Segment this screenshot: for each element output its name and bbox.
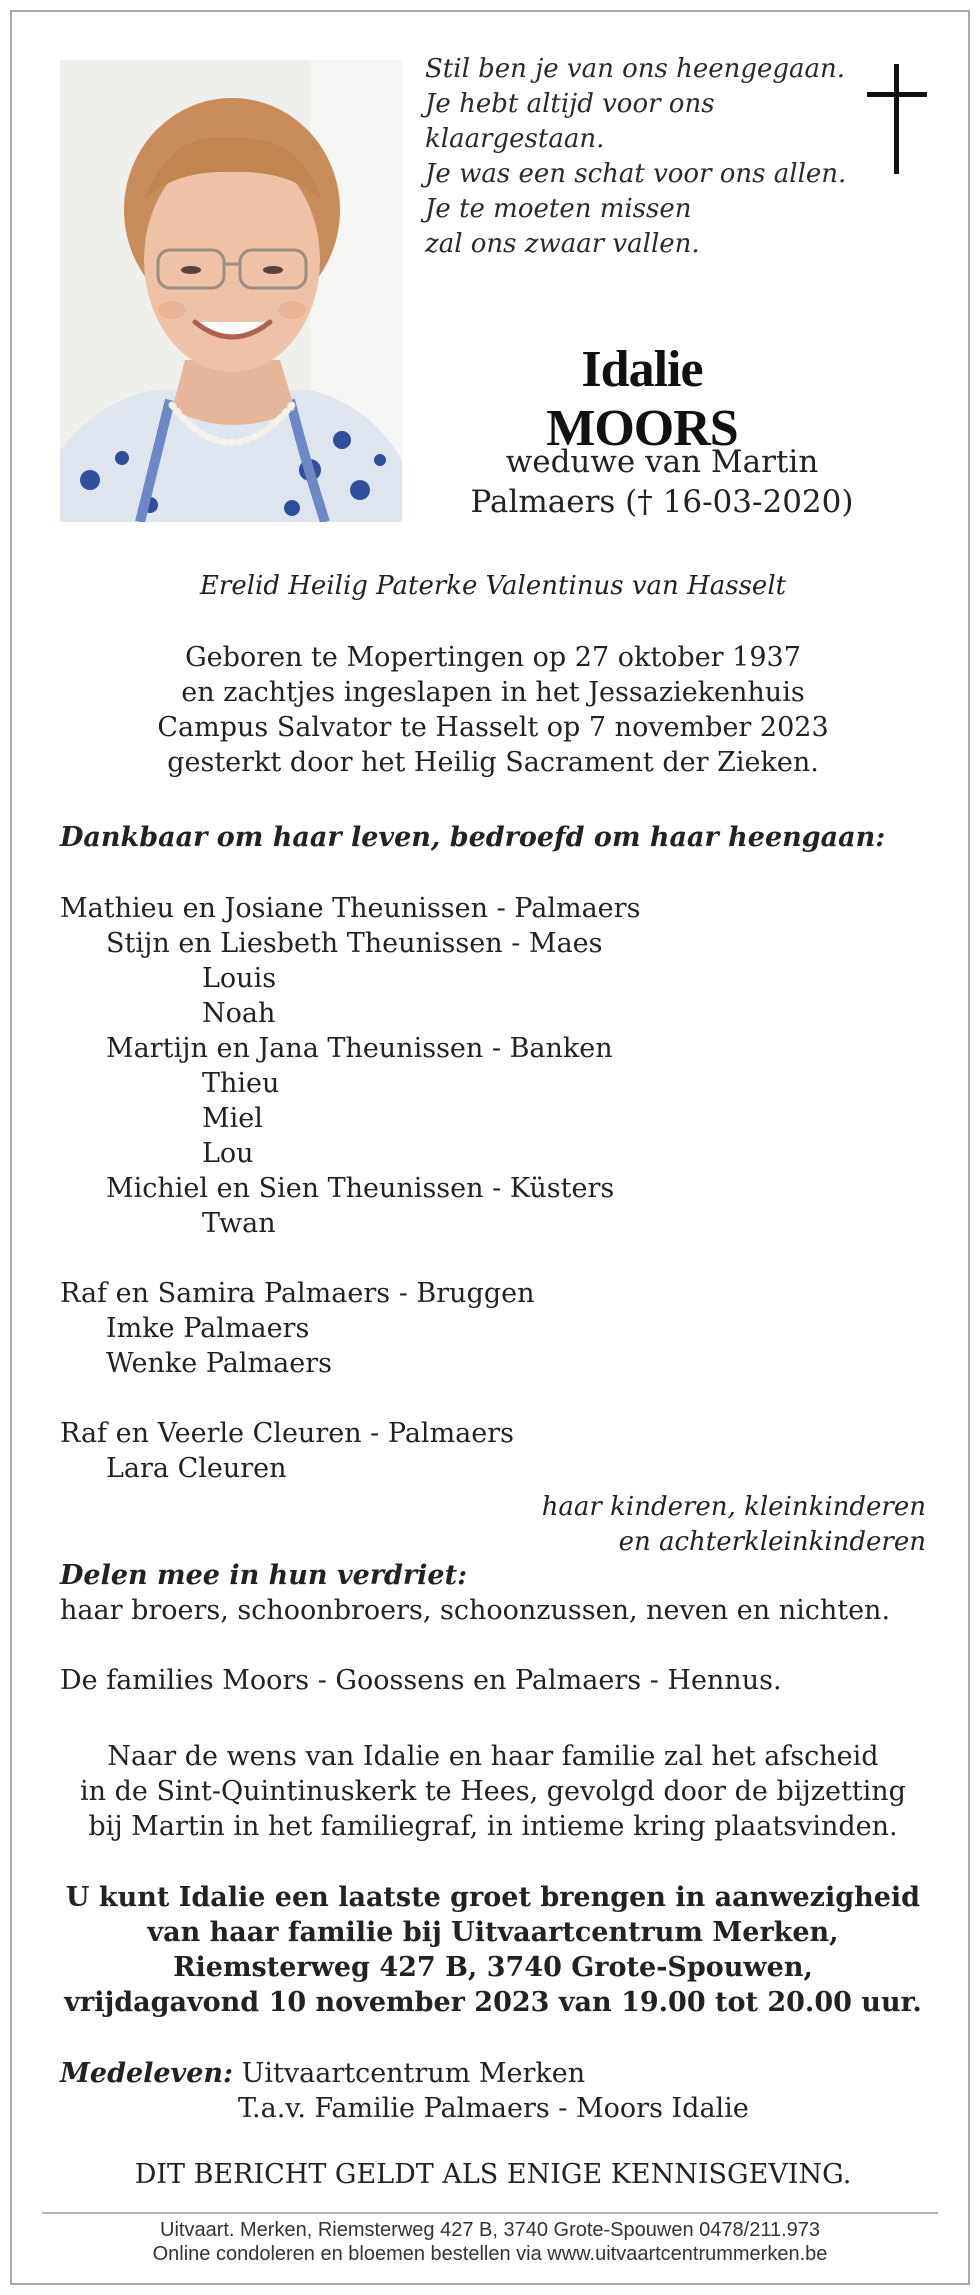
family-member: Lara Cleuren [106, 1453, 287, 1484]
visit-line: U kunt Idalie een laatste groet brengen in aanwezigheid [65, 1882, 921, 1913]
relation-line: en achterkleinkinderen [618, 1527, 926, 1557]
relation-line: haar kinderen, kleinkinderen [541, 1492, 926, 1522]
relation-note [60, 1490, 926, 1560]
family-member: Stijn en Liesbeth Theunissen - Maes [106, 928, 603, 959]
family-member: Mathieu en Josiane Theunissen - Palmaers [60, 893, 641, 924]
visitation-info [60, 1880, 926, 2020]
family-member: Miel [202, 1103, 263, 1134]
portrait-photo [60, 60, 402, 522]
condolence-recipient: Uitvaartcentrum Merken [241, 2058, 586, 2089]
share-heading: Delen mee in hun verdriet: [60, 1560, 468, 1591]
family-member: Imke Palmaers [106, 1313, 310, 1344]
farewell-line: Naar de wens van Idalie en haar familie zal het afscheid [107, 1741, 879, 1772]
footer [42, 2218, 938, 2266]
footer-divider [42, 2212, 938, 2214]
visit-line: vrijdagavond 10 november 2023 van 19.00 tot 20.00 uur. [64, 1987, 922, 2018]
condolence-section [60, 2056, 926, 2126]
share-section [60, 1558, 926, 1628]
obituary-card [10, 10, 970, 2285]
portrait-illustration [60, 60, 402, 522]
family-member: Lou [202, 1138, 254, 1169]
deceased-name: Idalie MOORS [546, 341, 738, 457]
footer-website[interactable]: Online condoleren en bloemen bestellen via www.uitvaartcentrummerken.be [152, 2243, 828, 2265]
family-member: Raf en Samira Palmaers - Bruggen [60, 1278, 535, 1309]
farewell-info [60, 1739, 926, 1844]
footer-address: Uitvaart. Merken, Riemsterweg 427 B, 3740 Grote-Spouwen 0478/211.973 [160, 2219, 820, 2241]
condolence-attention: T.a.v. Familie Palmaers - Moors Idalie [238, 2093, 749, 2124]
thanks-heading: Dankbaar om haar leven, bedroefd om haar heengaan: [60, 822, 886, 853]
family-list [60, 891, 926, 1486]
honorary-title: Erelid Heilig Paterke Valentinus van Hasselt [199, 571, 787, 601]
visit-line: van haar familie bij Uitvaartcentrum Merken, [147, 1917, 839, 1948]
birth-line: gesterkt door het Heilig Sacrament der Zieken. [167, 747, 819, 778]
family-member: Raf en Veerle Cleuren - Palmaers [60, 1418, 515, 1449]
poem-line: Je was een schat voor ons allen. [425, 159, 847, 189]
birth-line: Geboren te Mopertingen op 27 oktober 1937 [185, 642, 801, 673]
share-text: haar broers, schoonbroers, schoonzussen, neven en nichten. [60, 1595, 891, 1626]
family-member: Louis [202, 963, 277, 994]
family-member: Wenke Palmaers [106, 1348, 332, 1379]
family-member: Twan [202, 1208, 276, 1239]
family-member: Thieu [202, 1068, 280, 1099]
birth-line: Campus Salvator te Hasselt op 7 november 2023 [157, 712, 829, 743]
condolence-label: Medeleven: [60, 2058, 234, 2089]
birth-death-info [60, 640, 926, 780]
family-member: Michiel en Sien Theunissen - Küsters [106, 1173, 615, 1204]
poem-line: zal ons zwaar vallen. [425, 229, 700, 259]
poem-line: klaargestaan. [425, 124, 605, 154]
farewell-line: in de Sint-Quintinuskerk te Hees, gevolgd door de bijzetting [80, 1776, 906, 1807]
spouse-line: weduwe van Martin [505, 444, 819, 480]
families-line: De families Moors - Goossens en Palmaers - Hennus. [60, 1665, 782, 1696]
notice-line: DIT BERICHT GELDT ALS ENIGE KENNISGEVING. [134, 2159, 852, 2190]
visit-line: Riemsterweg 427 B, 3740 Grote-Spouwen, [173, 1952, 813, 1983]
poem-line: Je hebt altijd voor ons [425, 89, 715, 119]
poem [425, 52, 846, 262]
birth-line: en zachtjes ingeslapen in het Jessaziekenhuis [181, 677, 805, 708]
poem-line: Stil ben je van ons heengegaan. [425, 54, 846, 84]
cross-icon [867, 64, 927, 174]
farewell-line: bij Martin in het familiegraf, in intieme kring plaatsvinden. [88, 1811, 898, 1842]
spouse-line: Palmaers († 16-03-2020) [470, 484, 854, 520]
spouse-info [432, 442, 892, 522]
family-member: Martijn en Jana Theunissen - Banken [106, 1033, 613, 1064]
family-member: Noah [202, 998, 276, 1029]
poem-line: Je te moeten missen [425, 194, 692, 224]
